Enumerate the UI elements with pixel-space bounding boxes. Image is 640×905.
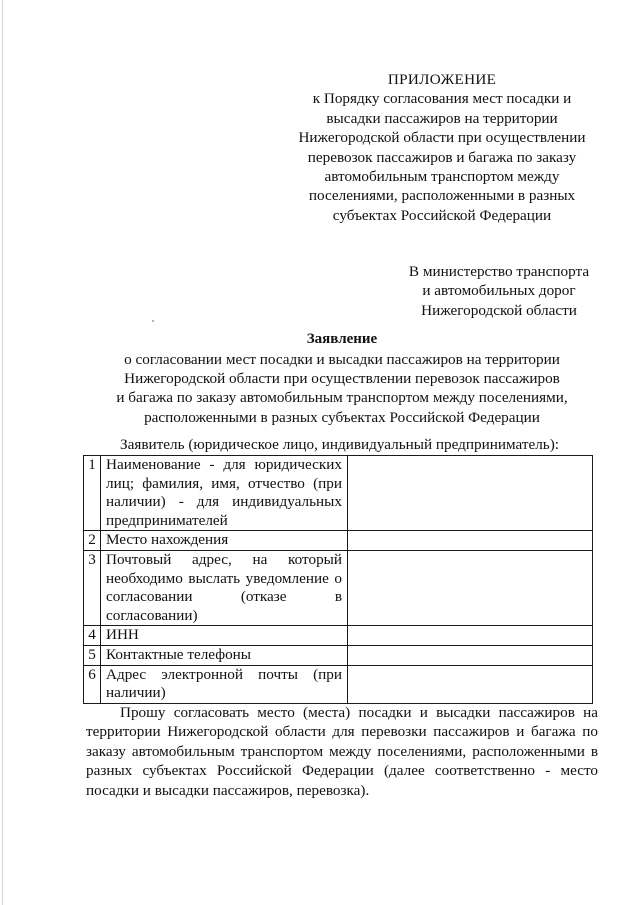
recipient-line: Нижегородской области [421, 301, 577, 319]
row-label: Место нахождения [101, 531, 348, 551]
statement-subtitle-line: о согласовании мест посадки и высадки пассажиров на территории [124, 351, 560, 368]
statement-subtitle-line: Нижегородской области при осуществлении перевозок пассажиров [124, 370, 560, 388]
row-label: Контактные телефоны [101, 645, 348, 665]
table-row [84, 626, 593, 646]
row-value-field[interactable] [348, 626, 593, 646]
row-number: 4 [84, 626, 101, 646]
appendix-line: Нижегородской области при осуществлении [298, 129, 586, 147]
applicant-form-table [83, 455, 593, 704]
applicant-label: Заявитель (юридическое лицо, индивидуальный предприниматель): [120, 436, 560, 453]
statement-subtitle-line: и багажа по заказу автомобильным транспортом между поселениями, [116, 389, 568, 407]
recipient-line: В министерство транспорта [408, 263, 590, 280]
row-value-field[interactable] [348, 550, 593, 625]
row-value-field[interactable] [348, 531, 593, 551]
row-label: Почтовый адрес, на который необходимо выслать уведомление о согласовании (отказе в согласовании) [101, 550, 348, 625]
appendix-line: к Порядку согласования мест посадки и [312, 90, 572, 108]
row-label: Адрес электронной почты (при наличии) [101, 665, 348, 703]
scan-speck [152, 320, 154, 322]
appendix-header [262, 70, 622, 225]
request-paragraph: Прошу согласовать место (места) посадки и высадки пассажиров на территории Нижегородской области для перевозки пассажиров и багажа по заказу автомобильным транспортом между поселениями, расположенными в разных субъектах Российской Федерации (далее соответственно - место посадки и высадки пассажиров, перевозка). [86, 704, 598, 799]
table-row [84, 531, 593, 551]
appendix-title: ПРИЛОЖЕНИЕ [387, 71, 497, 88]
recipient-block [388, 262, 610, 320]
row-value-field[interactable] [348, 665, 593, 703]
row-number: 1 [84, 456, 101, 531]
table-row [84, 550, 593, 625]
row-number: 2 [84, 531, 101, 551]
row-label: Наименование - для юридических лиц; фамилия, имя, отчество (при наличии) - для индивидуальных предпринимателей [101, 456, 348, 531]
statement-title: Заявление [306, 331, 378, 347]
statement-subtitle [100, 350, 584, 427]
row-number: 5 [84, 645, 101, 665]
appendix-line: высадки пассажиров на территории [326, 109, 558, 127]
row-number: 6 [84, 665, 101, 703]
table-row [84, 645, 593, 665]
scan-edge-line [2, 0, 3, 905]
row-label: ИНН [101, 626, 348, 646]
row-value-field[interactable] [348, 645, 593, 665]
table-row [84, 456, 593, 531]
row-value-field[interactable] [348, 456, 593, 531]
appendix-line: поселениями, расположенными в разных [308, 187, 576, 205]
row-number: 3 [84, 550, 101, 625]
statement-subtitle-line: расположенными в разных субъектах Российской Федерации [144, 408, 540, 426]
appendix-line: перевозок пассажиров и багажа по заказу [307, 148, 577, 166]
recipient-line: и автомобильных дорог [422, 282, 576, 300]
table-row [84, 665, 593, 703]
appendix-line: субъектах Российской Федерации [332, 206, 552, 224]
appendix-line: автомобильным транспортом между [324, 168, 560, 186]
